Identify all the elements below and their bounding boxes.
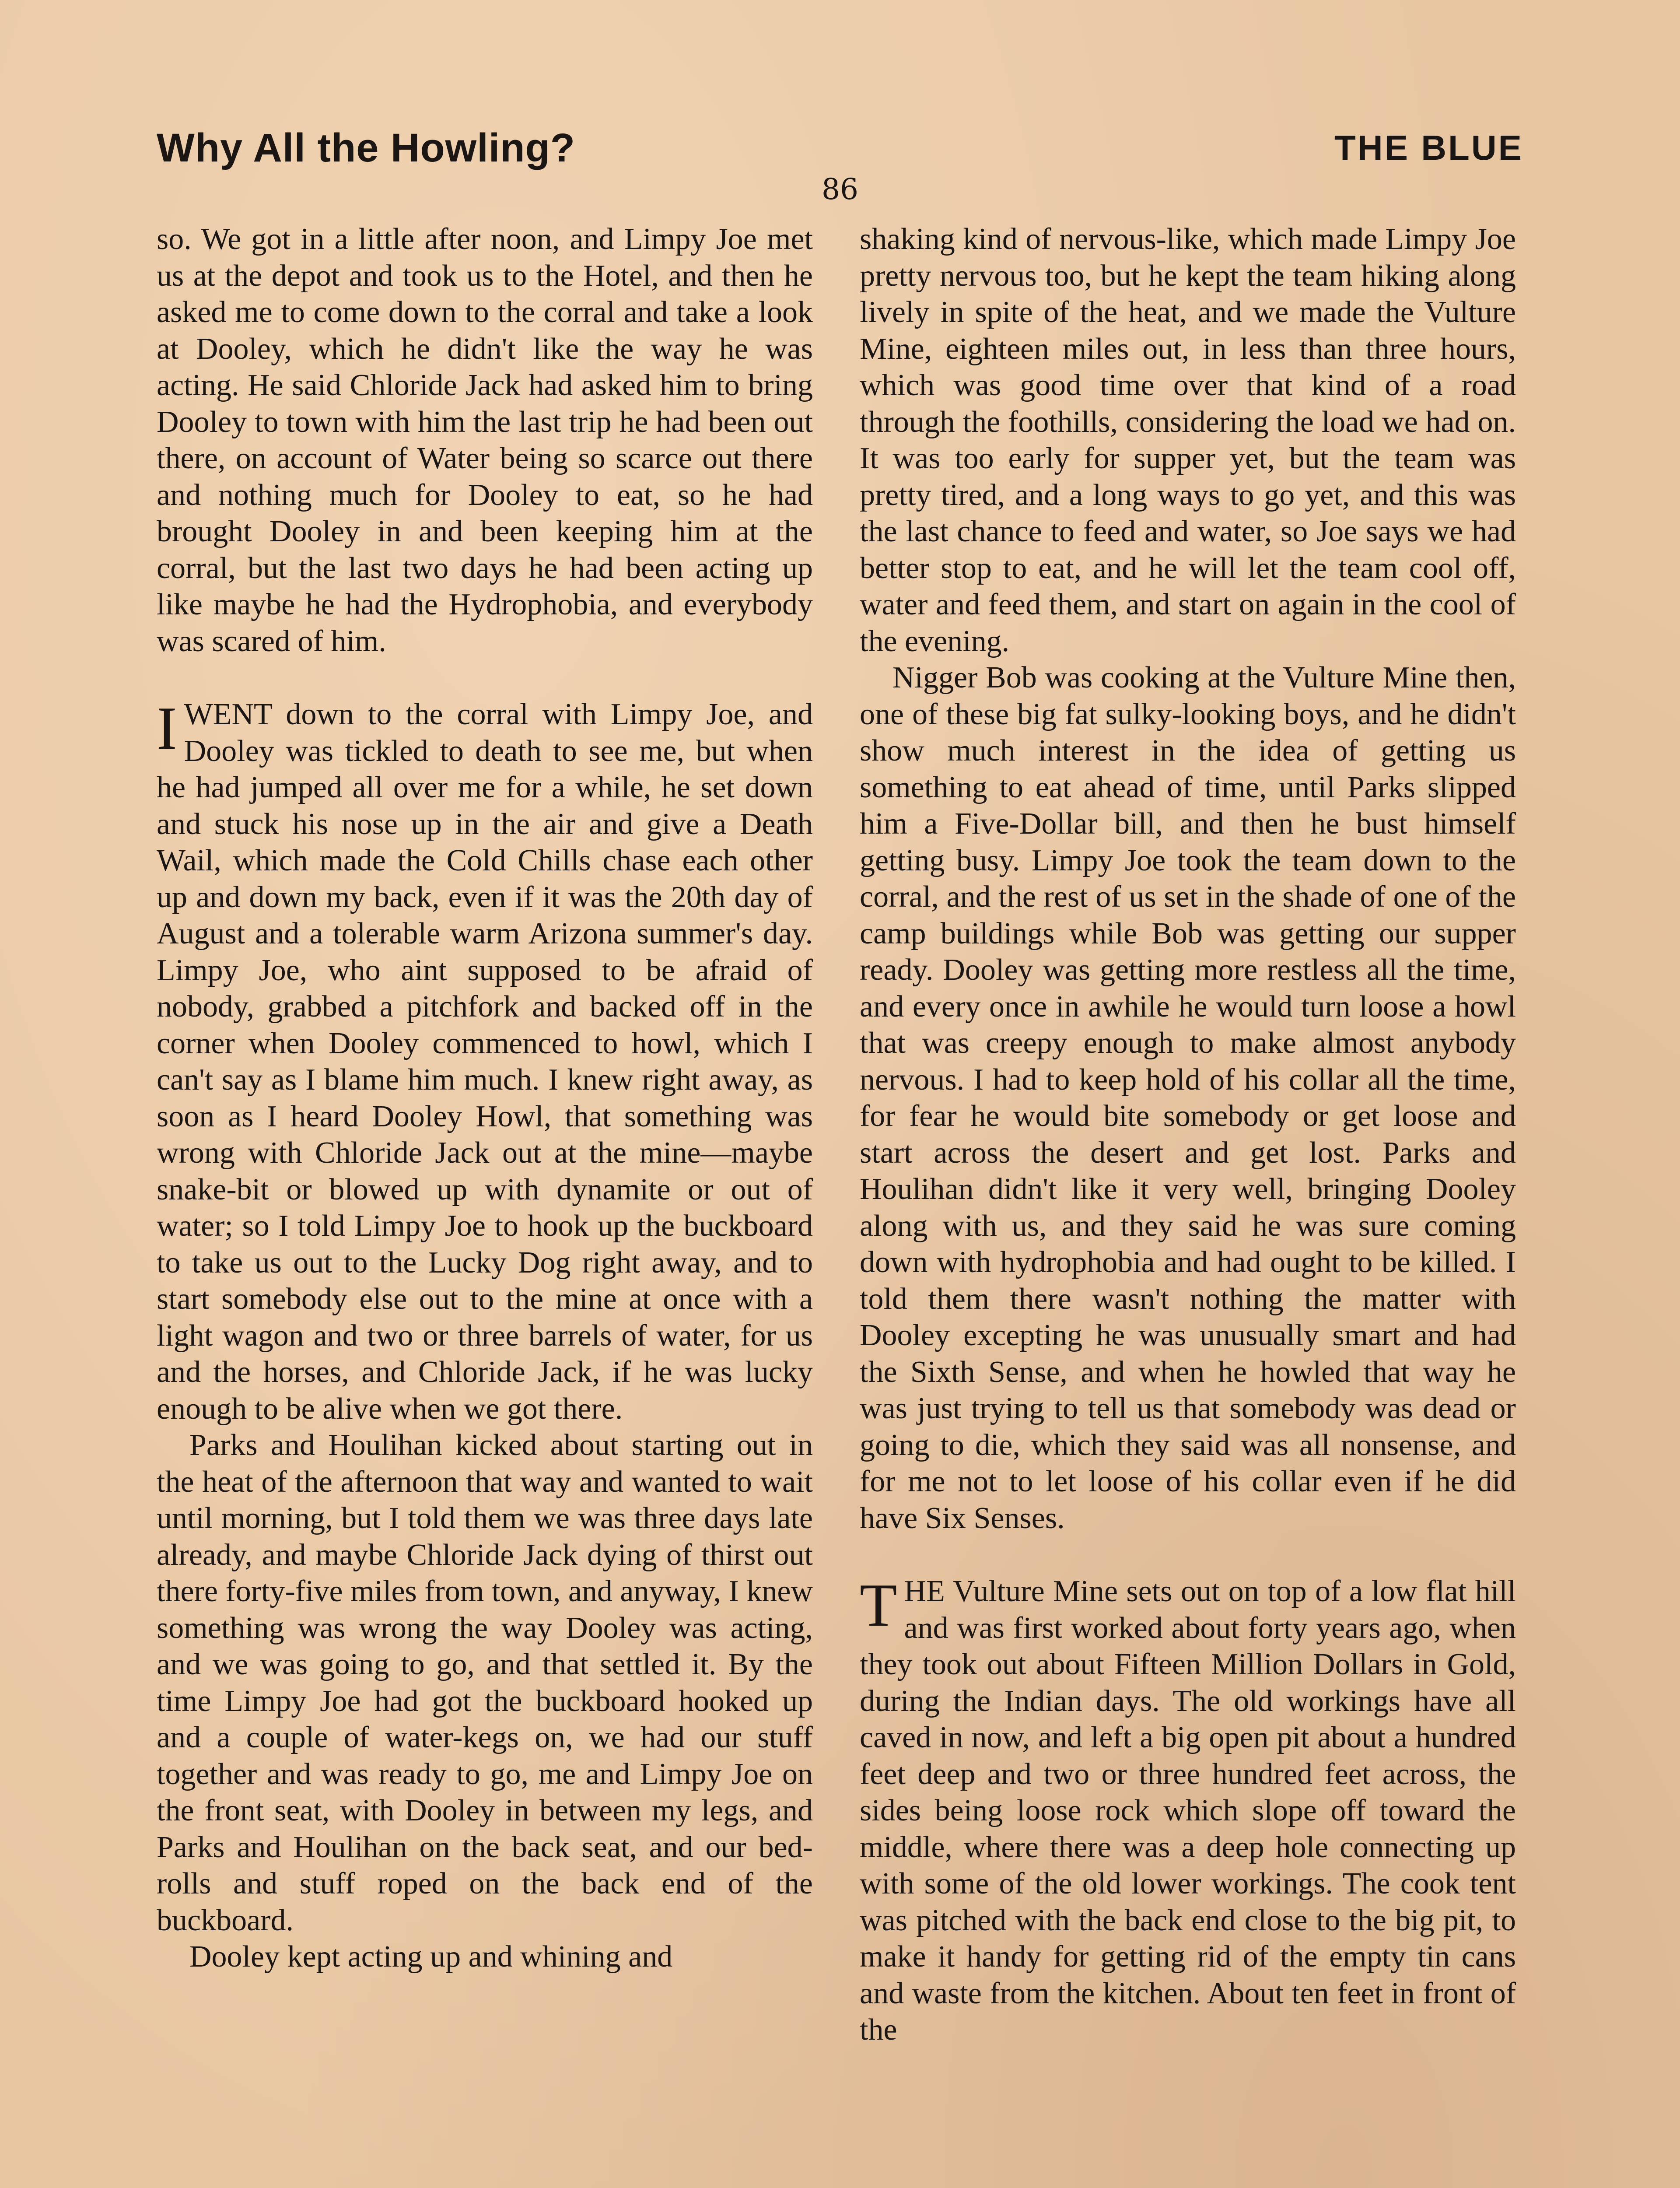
right-column	[860, 221, 1516, 2048]
paragraph: shaking kind of nervous-like, which made Limpy Joe pretty nervous too, but he kept the team hiking along lively in spite of the heat, and we made the Vulture Mine, eighteen miles out, in less than three hours, which was good time over that kind of a road through the foothills, considering the load we had on. It was too early for supper yet, but the team was pretty tired, and a long ways to go yet, and this was the last chance to feed and water, so Joe says we had better stop to eat, and he will let the team cool off, water and feed them, and start on again in the cool of the evening.	[860, 222, 1516, 658]
story-title: Why All the Howling?	[157, 126, 575, 170]
page-number: 86	[822, 172, 858, 206]
paragraph: Dooley kept acting up and whining and	[189, 1940, 673, 1974]
paragraph: Nigger Bob was cooking at the Vulture Mine then, one of these big fat sulky-looking boys, and he didn't show much interest in the idea of getting us something to eat ahead of time, until Parks slipped him a Five-Dollar bill, and then he bust himself getting busy. Limpy Joe took the team down to the corral, and the rest of us set in the shade of one of the camp buildings while Bob was getting our supper ready. Dooley was getting more restless all the time, and every once in awhile he would turn loose a howl that was creepy enough to make almost anybody nervous. I had to keep hold of his collar all the time, for fear he would bite somebody or get loose and start across the desert and get lost. Parks and Houlihan didn't like it very well, bringing Dooley along with us, and they said he was sure coming down with hydrophobia and had ought to be killed. I told them there wasn't nothing the matter with Dooley excepting he was unusually smart and had the Sixth Sense, and when he howled that way he was just trying to tell us that somebody was dead or going to die, which they said was all nonsense, and for me not to let loose of his collar even if he did have Six Senses.	[860, 661, 1516, 1535]
magazine-title: THE BLUE	[1334, 128, 1523, 167]
section-paragraph	[157, 696, 813, 1427]
paragraph: Parks and Houlihan kicked about starting out in the heat of the afternoon that way and wanted to wait until morning, but I told them we was three days late already, and maybe Chloride Jack dying of thirst out there forty-five miles from town, and anyway, I knew something was wrong the way Dooley was acting, and we was going to go, and that settled it. By the time Limpy Joe had got the buckboard hooked up and a couple of water-kegs on, we had our stuff together and was ready to go, me and Limpy Joe on the front seat, with Dooley in between my legs, and Parks and Houlihan on the back seat, and our bed-rolls and stuff roped on the back end of the buckboard.	[157, 1428, 813, 1937]
paragraph: so. We got in a little after noon, and Limpy Joe met us at the depot and took us to the Hotel, and then he asked me to come down to the corral and take a look at Dooley, which he didn't like the way he was acting. He said Chloride Jack had asked him to bring Dooley to town with him the last trip he had been out there, on account of Water being so scarce out there and nothing much for Dooley to eat, so he had brought Dooley in and been keeping him at the corral, but the last two days he had been acting up like maybe he had the Hydrophobia, and everybody was scared of him.	[157, 222, 813, 658]
left-column	[157, 221, 813, 1975]
drop-cap: I	[157, 694, 177, 762]
paragraph-text: HE Vulture Mine sets out on top of a low flat hill and was first worked about forty years ago, when they took out about Fifteen Million Dollars in Gold, during the Indian days. The old workings have all caved in now, and left a big open pit about a hundred feet deep and two or three hundred feet across, the sides being loose rock which slope off toward the middle, where there was a deep hole connecting up with some of the old lower workings. The cook tent was pitched with the back end close to the big pit, to make it handy for getting rid of the empty tin cans and waste from the kitchen. About ten feet in front of the	[860, 1574, 1516, 2047]
drop-cap: T	[860, 1571, 897, 1639]
paragraph-text: WENT down to the corral with Limpy Joe, and Dooley was tickled to death to see me, but when he had jumped all over me for a while, he set down and stuck his nose up in the air and give a Death Wail, which made the Cold Chills chase each other up and down my back, even if it was the 20th day of August and a tolerable warm Arizona summer's day. Limpy Joe, who aint supposed to be afraid of nobody, grabbed a pitchfork and backed off in the corner when Dooley commenced to howl, which I can't say as I blame him much. I knew right away, as soon as I heard Dooley Howl, that something was wrong with Chloride Jack out at the mine—maybe snake-bit or blowed up with dynamite or out of water; so I told Limpy Joe to hook up the buckboard to take us out to the Lucky Dog right away, and to start somebody else out to the mine at once with a light wagon and two or three barrels of water, for us and the horses, and Chloride Jack, if he was lucky enough to be alive when we got there.	[157, 698, 813, 1426]
section-paragraph	[860, 1573, 1516, 2048]
